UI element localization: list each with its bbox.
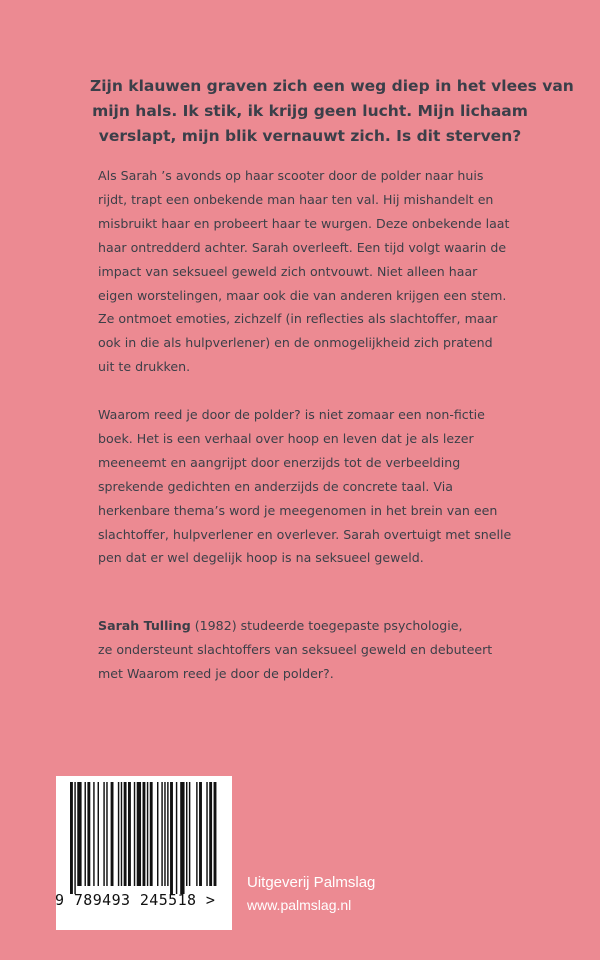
text-line: met Waarom reed je door de polder?. [98, 665, 334, 681]
barcode-bar [147, 782, 148, 886]
barcode-bar [128, 782, 131, 886]
barcode-bar [180, 782, 184, 894]
text-line: Als Sarah ’s avonds op haar scooter door de polder naar huis [98, 168, 484, 183]
quote-line: Zijn klauwen graven zich een weg diep in het vlees van [90, 77, 574, 95]
barcode-bar [167, 782, 168, 886]
author-name: Sarah Tulling [98, 618, 191, 633]
barcode-bar [206, 782, 207, 886]
barcode-bar [189, 782, 190, 886]
barcode-bar [87, 782, 90, 886]
text-line: Waarom reed je door de polder? is niet zomaar een non-fictie [98, 407, 485, 422]
barcode-bar [199, 782, 202, 886]
barcode-bar [161, 782, 162, 886]
text-line: meeneemt en aangrijpt door enerzijds tot de verbeelding [98, 454, 461, 470]
barcode-bar [106, 782, 107, 886]
publisher-website[interactable]: www.palmslag.nl [247, 897, 352, 913]
barcode-bar [103, 782, 104, 886]
barcode-bar [70, 782, 73, 894]
barcode-bar [111, 782, 114, 886]
text-line: boek. Het is een verhaal over hoop en leven dat je als lezer [98, 430, 474, 446]
text-line [98, 614, 518, 638]
barcode-bar [143, 782, 146, 886]
text-line: impact van seksueel geweld zich ontvouwt. Niet alleen haar [98, 263, 478, 279]
text-line: eigen worstelingen, maar ook die van anderen krijgen een stem. [98, 287, 507, 303]
barcode-bar [137, 782, 141, 886]
barcode-bar [121, 782, 122, 886]
barcode-bar [118, 782, 119, 886]
text-line: misbruikt haar en probeert haar te wurgen. Deze onbekende laat [98, 215, 510, 231]
text-line: sprekende gedichten en anderzijds de concrete taal. Via [98, 478, 453, 494]
text-line: ze ondersteunt slachtoffers van seksueel geweld en debuteert [98, 641, 493, 657]
author-bio [98, 614, 518, 686]
text-line: ook in die als hulpverlener) en de onmogelijkheid zich pratend [98, 335, 493, 351]
barcode-bar [98, 782, 99, 886]
back-cover-quote [90, 74, 574, 149]
text-line: Ze ontmoet emoties, zichzelf (in reflecties als slachtoffer, maar [98, 311, 498, 327]
barcode-bar [157, 782, 158, 886]
text-line: slachtoffer, hulpverlener en overlever. Sarah overtuigt met snelle [98, 526, 512, 542]
text-line: haar ontredderd achter. Sarah overleeft. Een tijd volgt waarin de [98, 239, 507, 255]
text-line: rijdt, trapt een onbekende man haar ten val. Hij mishandelt en [98, 191, 494, 207]
barcode-bar [214, 782, 217, 886]
synopsis-paragraph [98, 164, 518, 379]
author-bio-text: (1982) studeerde toegepaste psychologie, [190, 618, 463, 633]
barcode-bar [85, 782, 86, 886]
isbn-number: 9 789493 245518 > [55, 891, 216, 909]
text-line: pen dat er wel degelijk hoop is na seksueel geweld. [98, 550, 424, 566]
barcode-bar [74, 782, 75, 894]
barcode-bar [176, 782, 177, 894]
barcode-bar [77, 782, 81, 886]
barcode-bar [93, 782, 94, 886]
text-line: uit te drukken. [98, 359, 191, 375]
barcode-bar [196, 782, 197, 886]
description-paragraph [98, 403, 518, 570]
quote-line: verslapt, mijn blik vernauwt zich. Is dit sterven? [98, 127, 522, 145]
publisher-name: Uitgeverij Palmslag [247, 874, 376, 891]
barcode-bar [209, 782, 212, 886]
barcode-bar [170, 782, 173, 894]
barcode-bar [186, 782, 187, 886]
barcode-bar [134, 782, 135, 886]
barcode-bars [68, 782, 220, 894]
barcode-bar [150, 782, 153, 886]
quote-line: mijn hals. Ik stik, ik krijg geen lucht. Mijn lichaam [92, 102, 528, 120]
barcode-bar [124, 782, 127, 886]
text-line: herkenbare thema’s word je meegenomen in het brein van een [98, 502, 498, 518]
barcode-bar [164, 782, 165, 886]
